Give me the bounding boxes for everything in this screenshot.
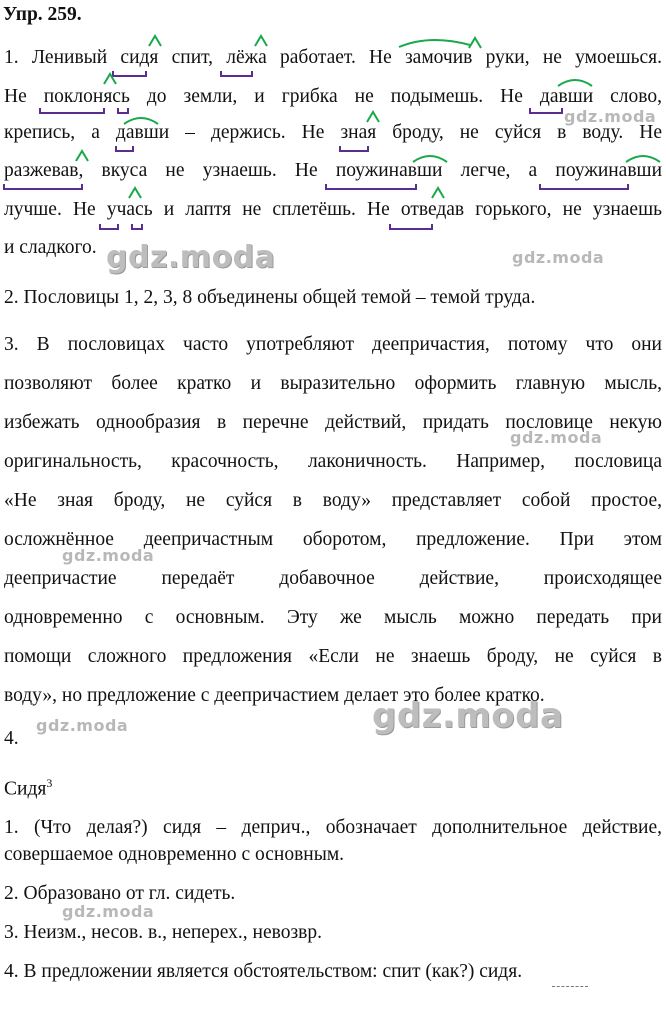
adverbial-underline — [552, 986, 588, 987]
watermark: gdz.moda — [62, 546, 155, 565]
proverb-line: крепись, а давши – держись. Не зная броду, не суйся в воду. Не — [4, 122, 662, 143]
suffix-mark — [104, 74, 116, 84]
analysis-item: 2. Образовано от гл. сидеть. — [4, 883, 236, 904]
base-bracket — [390, 224, 432, 229]
analysis-item: 4. В предложении является обстоятельством: спит (как?) сидя. — [4, 961, 523, 982]
explanation-line: воду», но предложение с деепричастием делает это более кратко. — [4, 685, 545, 706]
explanation-line: осложнённое деепричастным оборотом, предложение. При этом — [4, 529, 662, 550]
base-bracket — [326, 184, 416, 189]
suffix-mark — [255, 36, 267, 46]
proverb-line: и сладкого. — [4, 237, 97, 258]
watermark: gdz.moda — [62, 902, 155, 921]
base-bracket — [132, 224, 142, 229]
base-bracket — [4, 184, 82, 189]
base-bracket — [540, 184, 628, 189]
proverb-line: лучше. Не учась и лаптя не сплетёшь. Не отведав горького, не узнаешь — [4, 199, 662, 220]
proverb-line: Не поклонясь до земли, и грибка не подымешь. Не давши слово, — [4, 86, 662, 107]
explanation-line: деепричастие передаёт добавочное действие, происходящее — [4, 568, 662, 589]
base-bracket — [113, 71, 146, 76]
explanation-line: «Не зная броду, не суйся в воду» представляет собой простое, — [4, 490, 662, 511]
proverb-line: разжевав, вкуса не узнаешь. Не поужинавши легче, а поужинавши — [4, 160, 662, 181]
explanation-line: оригинальность, красочность, лаконичность. Например, пословица — [4, 451, 662, 472]
base-bracket — [340, 146, 368, 151]
analysis-item: совершаемое одновременно с основным. — [4, 844, 345, 865]
watermark: gdz.moda — [106, 240, 276, 275]
watermark: gdz.moda — [564, 107, 657, 126]
themes-statement: 2. Пословицы 1, 2, 3, 8 объединены общей темой – темой труда. — [4, 287, 536, 308]
suffix-mark — [432, 188, 444, 198]
explanation-line: помощи сложного предложения «Если не знаешь броду, не суйся в — [4, 646, 662, 667]
exercise-title: Упр. 259. — [3, 4, 82, 25]
part4-label: 4. — [4, 728, 19, 749]
explanation-line: 3. В пословицах часто употребляют деепричастия, потому что они — [4, 334, 662, 355]
explanation-line: одновременно с основным. Эту же мысль можно передать при — [4, 607, 662, 628]
suffix-mark — [129, 188, 141, 198]
analysis-item: 3. Неизм., несов. в., неперех., невозвр. — [4, 922, 322, 943]
base-bracket — [221, 71, 252, 76]
watermark: gdz.moda — [372, 696, 564, 736]
suffix-mark — [149, 36, 161, 46]
proverb-line: 1. Ленивый сидя спит, лёжа работает. Не замочив руки, не умоешься. — [4, 47, 662, 68]
explanation-line: позволяют более кратко и выразительно оформить главную мысль, — [4, 373, 662, 394]
explanation-line: избежать однообразия в перечне действий, придать пословице некую — [4, 412, 662, 433]
word: Сидя — [4, 778, 47, 800]
base-bracket — [100, 224, 118, 229]
analysed-word — [4, 771, 662, 802]
watermark: gdz.moda — [36, 716, 129, 735]
watermark: gdz.moda — [512, 248, 605, 267]
analysis-item: 1. (Что делая?) сидя – деприч., обозначает дополнительное действие, — [4, 817, 662, 838]
watermark: gdz.moda — [510, 428, 603, 447]
analysis-type: 3 — [46, 776, 53, 790]
base-bracket — [116, 146, 133, 151]
